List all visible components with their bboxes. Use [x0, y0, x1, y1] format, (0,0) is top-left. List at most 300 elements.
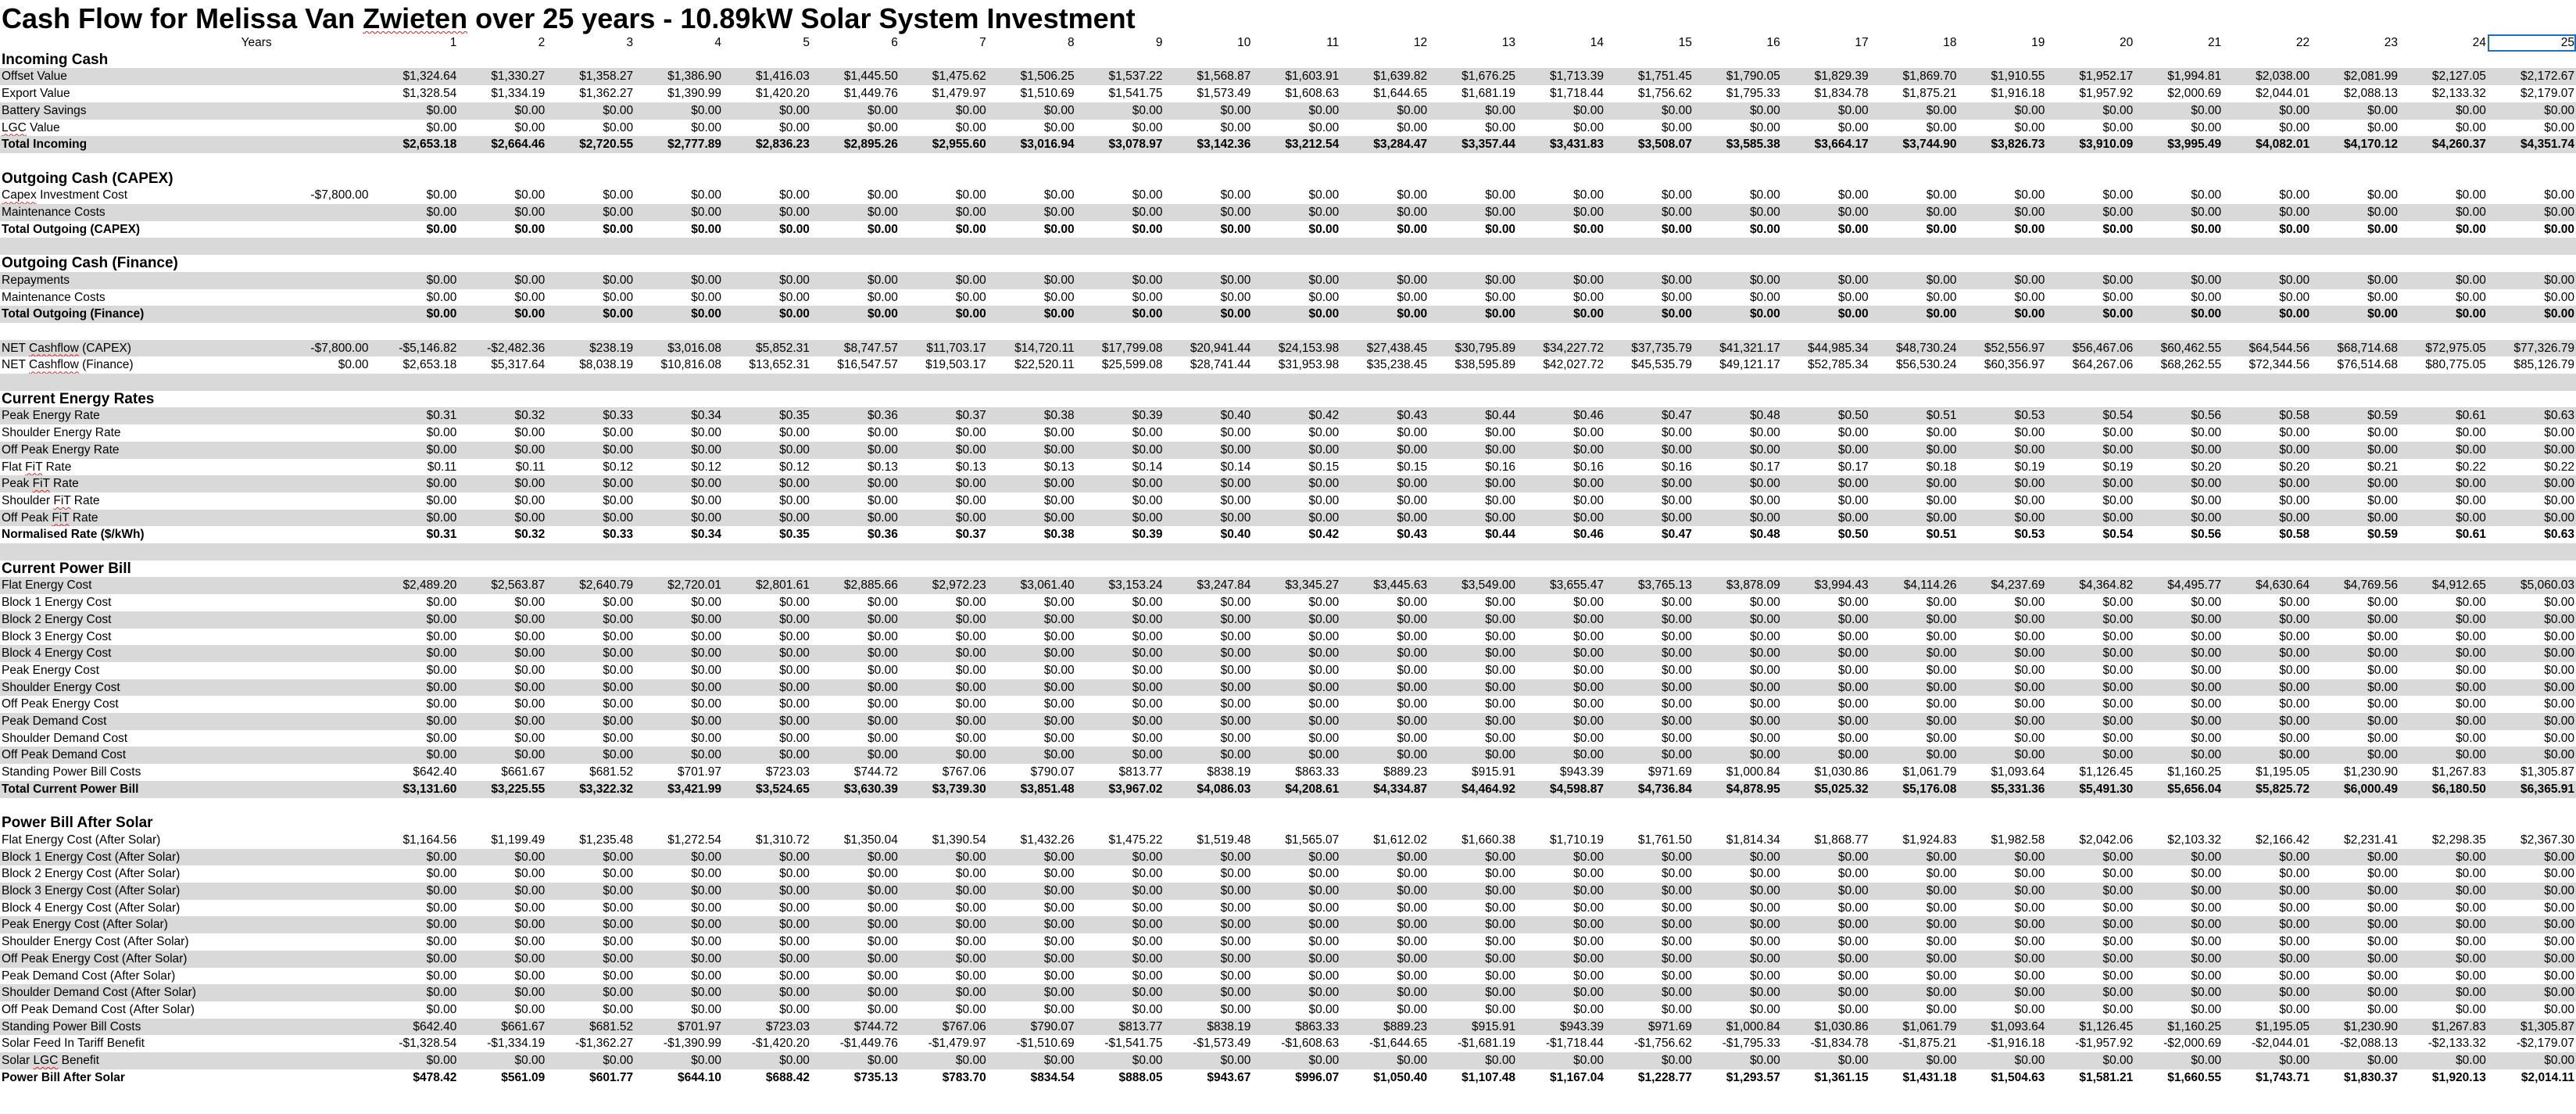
value-cell[interactable]: $44,985.34: [1782, 340, 1870, 357]
value-cell[interactable]: $0.34: [635, 407, 723, 424]
value-cell[interactable]: $0.00: [2223, 984, 2311, 1001]
value-cell[interactable]: $0.00: [2223, 916, 2311, 933]
value-cell[interactable]: $2,955.60: [900, 136, 988, 153]
value-cell[interactable]: $2,836.23: [723, 136, 811, 153]
value-cell[interactable]: $0.00: [1662, 290, 1692, 304]
value-cell[interactable]: $1,510.69: [1020, 87, 1075, 101]
value-cell[interactable]: $0.00: [1043, 901, 1075, 915]
value-cell[interactable]: $0.00: [868, 290, 898, 304]
value-cell[interactable]: $0.00: [635, 883, 723, 900]
value-cell[interactable]: $0.00: [1662, 426, 1692, 440]
value-cell[interactable]: $0.00: [1837, 426, 1869, 440]
value-cell[interactable]: $0.00: [1517, 916, 1605, 933]
row-label[interactable]: NET Cashflow (CAPEX): [0, 340, 274, 357]
value-cell[interactable]: $1,305.87: [2488, 1019, 2576, 1036]
value-cell[interactable]: $0.42: [1308, 528, 1340, 542]
value-cell[interactable]: $0.00: [370, 713, 459, 730]
value-cell[interactable]: $1,160.25: [2167, 765, 2222, 779]
value-cell[interactable]: $0.00: [988, 951, 1076, 968]
value-cell[interactable]: -$1,479.97: [928, 1037, 986, 1051]
value-cell[interactable]: $0.00: [1782, 984, 1870, 1001]
value-cell[interactable]: $0.00: [2399, 272, 2488, 289]
value-cell[interactable]: $4,598.87: [1517, 781, 1605, 798]
value-cell[interactable]: $64,544.56: [2223, 340, 2311, 357]
value-cell[interactable]: $0.00: [1485, 426, 1516, 440]
value-cell[interactable]: $0.00: [1605, 306, 1694, 323]
value-cell[interactable]: $0.00: [1308, 222, 1340, 236]
value-cell[interactable]: $0.00: [635, 204, 723, 221]
value-cell[interactable]: $0.53: [1959, 407, 2047, 424]
value-cell[interactable]: $943.39: [1517, 1019, 1605, 1036]
value-cell[interactable]: $1,386.90: [635, 68, 723, 85]
value-cell[interactable]: $45,535.79: [1631, 358, 1692, 372]
value-cell[interactable]: $0.00: [691, 426, 722, 440]
value-cell[interactable]: $0.34: [691, 528, 722, 542]
value-cell[interactable]: $0.00: [1340, 475, 1429, 493]
value-cell[interactable]: $0.00: [1397, 290, 1428, 304]
value-cell[interactable]: $0.00: [1220, 901, 1251, 915]
value-cell[interactable]: $0.00: [988, 272, 1076, 289]
value-cell[interactable]: $68,714.68: [2311, 340, 2399, 357]
value-cell[interactable]: $0.00: [635, 645, 723, 662]
value-cell[interactable]: $0.44: [1485, 528, 1516, 542]
value-cell[interactable]: $0.00: [2046, 747, 2134, 764]
value-cell[interactable]: $1,293.57: [1726, 1070, 1780, 1084]
value-cell[interactable]: $0.00: [691, 120, 722, 134]
value-cell[interactable]: $3,585.38: [1694, 136, 1782, 153]
value-cell[interactable]: $0.00: [546, 951, 635, 968]
value-cell[interactable]: $4,912.65: [2399, 577, 2488, 594]
value-cell[interactable]: $0.00: [900, 306, 988, 323]
value-cell[interactable]: $3,247.84: [1165, 577, 1253, 594]
value-cell[interactable]: $1,126.45: [2046, 1019, 2134, 1036]
value-cell[interactable]: $0.00: [1252, 849, 1340, 866]
value-cell[interactable]: $0.00: [1397, 731, 1428, 745]
value-cell[interactable]: $0.00: [603, 493, 634, 507]
value-cell[interactable]: $0.00: [546, 306, 635, 323]
value-cell[interactable]: $0.00: [691, 867, 722, 881]
value-cell[interactable]: $0.00: [370, 1052, 459, 1069]
value-cell[interactable]: $1,660.38: [1462, 833, 1516, 847]
value-cell[interactable]: $0.00: [635, 272, 723, 289]
value-cell[interactable]: $0.00: [546, 984, 635, 1001]
value-cell[interactable]: $77,326.79: [2488, 340, 2576, 357]
value-cell[interactable]: $0.00: [2367, 188, 2398, 202]
value-cell[interactable]: $0.00: [1485, 596, 1516, 610]
value-cell[interactable]: $0.00: [779, 426, 810, 440]
value-cell[interactable]: $0.00: [1429, 475, 1517, 493]
value-cell[interactable]: $34,227.72: [1517, 340, 1605, 357]
value-cell[interactable]: $2,081.99: [2311, 68, 2399, 85]
value-cell[interactable]: $0.00: [1165, 645, 1253, 662]
row-label[interactable]: Export Value: [2, 87, 70, 101]
value-cell[interactable]: $0.00: [2399, 510, 2488, 527]
initial-value-cell[interactable]: [274, 1052, 370, 1069]
value-cell[interactable]: $1,328.54: [402, 87, 457, 101]
value-cell[interactable]: $0.00: [1605, 102, 1694, 120]
value-cell[interactable]: $2,133.32: [2431, 87, 2486, 101]
value-cell[interactable]: $0.00: [1429, 306, 1517, 323]
value-cell[interactable]: $0.12: [603, 460, 634, 474]
value-cell[interactable]: $0.00: [1165, 611, 1253, 629]
value-cell[interactable]: $1,358.27: [546, 68, 635, 85]
value-cell[interactable]: $0.00: [2134, 611, 2223, 629]
value-cell[interactable]: $0.00: [2544, 188, 2574, 202]
value-cell[interactable]: $0.00: [1076, 916, 1165, 933]
value-cell[interactable]: -$5,146.82: [370, 340, 459, 357]
value-cell[interactable]: $0.00: [1165, 102, 1253, 120]
value-cell[interactable]: $0.00: [2134, 442, 2223, 459]
value-cell[interactable]: $0.00: [514, 663, 546, 677]
value-cell[interactable]: $0.00: [2014, 867, 2045, 881]
blank-cell[interactable]: [0, 374, 2576, 391]
value-cell[interactable]: $0.00: [868, 663, 898, 677]
value-cell[interactable]: $0.00: [2488, 306, 2576, 323]
value-cell[interactable]: $0.40: [1220, 528, 1251, 542]
value-cell[interactable]: $0.00: [1959, 916, 2047, 933]
value-cell[interactable]: $0.00: [546, 883, 635, 900]
value-cell[interactable]: $0.00: [811, 679, 900, 697]
row-label[interactable]: Normalised Rate ($/kWh): [2, 528, 145, 542]
value-cell[interactable]: $0.00: [458, 679, 546, 697]
value-cell[interactable]: $0.00: [2544, 731, 2574, 745]
year-header[interactable]: 11: [1326, 36, 1340, 49]
value-cell[interactable]: $0.00: [1043, 493, 1075, 507]
value-cell[interactable]: $0.00: [426, 426, 457, 440]
value-cell[interactable]: $0.00: [1837, 969, 1869, 983]
value-cell[interactable]: $0.00: [2311, 747, 2399, 764]
value-cell[interactable]: $0.00: [1252, 102, 1340, 120]
value-cell[interactable]: $0.00: [779, 290, 810, 304]
value-cell[interactable]: $0.61: [2399, 407, 2488, 424]
value-cell[interactable]: $1,199.49: [491, 833, 546, 847]
value-cell[interactable]: $0.35: [723, 407, 811, 424]
value-cell[interactable]: $0.00: [811, 442, 900, 459]
value-cell[interactable]: $838.19: [1207, 765, 1251, 779]
value-cell[interactable]: $0.00: [900, 102, 988, 120]
value-cell[interactable]: $0.00: [1870, 204, 1959, 221]
value-cell[interactable]: $0.00: [868, 596, 898, 610]
value-cell[interactable]: $0.00: [1662, 935, 1692, 949]
value-cell[interactable]: $0.00: [2223, 611, 2311, 629]
section-title[interactable]: Current Power Bill: [2, 560, 131, 577]
value-cell[interactable]: $0.00: [988, 916, 1076, 933]
value-cell[interactable]: $0.00: [2102, 935, 2134, 949]
value-cell[interactable]: $0.00: [1132, 731, 1163, 745]
year-header[interactable]: 9: [1155, 36, 1163, 49]
value-cell[interactable]: $0.00: [1485, 663, 1516, 677]
value-cell[interactable]: $0.00: [955, 493, 986, 507]
value-cell[interactable]: $0.17: [1837, 460, 1869, 474]
value-cell[interactable]: $915.91: [1472, 765, 1516, 779]
initial-value-cell[interactable]: [274, 1069, 370, 1087]
value-cell[interactable]: $2,014.11: [2521, 1070, 2574, 1084]
value-cell[interactable]: $0.46: [1573, 528, 1604, 542]
year-header[interactable]: 14: [1590, 36, 1604, 49]
value-cell[interactable]: $1,644.65: [1373, 87, 1428, 101]
value-cell[interactable]: $0.00: [1340, 611, 1429, 629]
value-cell[interactable]: $0.00: [1043, 867, 1075, 881]
value-cell[interactable]: $0.00: [988, 645, 1076, 662]
value-cell[interactable]: $0.00: [603, 1002, 634, 1016]
value-cell[interactable]: $601.77: [589, 1070, 634, 1084]
value-cell[interactable]: $0.00: [2456, 222, 2486, 236]
value-cell[interactable]: $0.33: [546, 407, 635, 424]
value-cell[interactable]: $0.00: [1132, 426, 1163, 440]
value-cell[interactable]: $1,126.45: [2079, 765, 2134, 779]
value-cell[interactable]: $0.00: [1252, 272, 1340, 289]
value-cell[interactable]: $0.00: [1397, 901, 1428, 915]
value-cell[interactable]: $0.00: [1926, 120, 1957, 134]
value-cell[interactable]: $0.00: [900, 916, 988, 933]
value-cell[interactable]: $0.00: [1926, 222, 1957, 236]
value-cell[interactable]: $5,331.36: [1959, 781, 2047, 798]
value-cell[interactable]: $0.00: [1076, 883, 1165, 900]
value-cell[interactable]: $0.00: [1220, 1002, 1251, 1016]
initial-value-cell[interactable]: [274, 730, 370, 747]
value-cell[interactable]: $0.63: [2544, 528, 2574, 542]
value-cell[interactable]: $0.00: [1662, 222, 1692, 236]
value-cell[interactable]: $0.00: [779, 901, 810, 915]
initial-value-cell[interactable]: [274, 493, 370, 510]
value-cell[interactable]: $561.09: [501, 1070, 546, 1084]
value-cell[interactable]: $0.00: [514, 426, 546, 440]
value-cell[interactable]: $0.00: [2014, 629, 2045, 643]
value-cell[interactable]: $0.56: [2191, 528, 2222, 542]
value-cell[interactable]: -$1,957.92: [2075, 1037, 2134, 1051]
value-cell[interactable]: $1,324.64: [370, 68, 459, 85]
value-cell[interactable]: $813.77: [1118, 765, 1163, 779]
value-cell[interactable]: $0.00: [2046, 442, 2134, 459]
initial-value-cell[interactable]: [274, 951, 370, 968]
initial-value-cell[interactable]: [274, 645, 370, 662]
value-cell[interactable]: $0.00: [1517, 611, 1605, 629]
value-cell[interactable]: $0.00: [2191, 697, 2222, 711]
value-cell[interactable]: $0.00: [1220, 493, 1251, 507]
value-cell[interactable]: $0.00: [1926, 867, 1957, 881]
value-cell[interactable]: $0.00: [723, 611, 811, 629]
value-cell[interactable]: $0.00: [2488, 713, 2576, 730]
initial-value-cell[interactable]: [274, 594, 370, 611]
value-cell[interactable]: $0.36: [868, 528, 898, 542]
value-cell[interactable]: $0.00: [1165, 510, 1253, 527]
value-cell[interactable]: $2,885.66: [811, 577, 900, 594]
value-cell[interactable]: $1,829.39: [1782, 68, 1870, 85]
value-cell[interactable]: $0.00: [2367, 596, 2398, 610]
value-cell[interactable]: $0.00: [1837, 731, 1869, 745]
value-cell[interactable]: $0.00: [1429, 204, 1517, 221]
value-cell[interactable]: $0.12: [691, 460, 722, 474]
value-cell[interactable]: $0.00: [691, 935, 722, 949]
value-cell[interactable]: $3,421.99: [635, 781, 723, 798]
value-cell[interactable]: $10,816.08: [660, 358, 722, 372]
initial-value-cell[interactable]: [274, 510, 370, 527]
value-cell[interactable]: $0.00: [1220, 629, 1251, 643]
value-cell[interactable]: $0.00: [1165, 951, 1253, 968]
value-cell[interactable]: $0.00: [546, 442, 635, 459]
value-cell[interactable]: $0.00: [1485, 290, 1516, 304]
value-cell[interactable]: $0.00: [1870, 916, 1959, 933]
value-cell[interactable]: $688.42: [765, 1070, 810, 1084]
value-cell[interactable]: $1,228.77: [1637, 1070, 1692, 1084]
value-cell[interactable]: $0.00: [2134, 747, 2223, 764]
value-cell[interactable]: $0.00: [955, 290, 986, 304]
value-cell[interactable]: $1,310.72: [755, 833, 810, 847]
year-header[interactable]: 1: [449, 36, 457, 49]
value-cell[interactable]: $0.00: [2456, 493, 2486, 507]
value-cell[interactable]: $0.00: [1252, 713, 1340, 730]
value-cell[interactable]: $0.00: [458, 645, 546, 662]
value-cell[interactable]: $0.00: [811, 475, 900, 493]
value-cell[interactable]: $0.00: [1076, 951, 1165, 968]
value-cell[interactable]: $0.00: [2279, 969, 2310, 983]
value-cell[interactable]: $0.00: [2488, 645, 2576, 662]
value-cell[interactable]: $2,231.41: [2344, 833, 2398, 847]
value-cell[interactable]: $1,030.86: [1782, 1019, 1870, 1036]
value-cell[interactable]: -$1,573.49: [1193, 1037, 1251, 1051]
value-cell[interactable]: $0.00: [1340, 510, 1429, 527]
value-cell[interactable]: $888.05: [1118, 1070, 1163, 1084]
value-cell[interactable]: $0.00: [458, 747, 546, 764]
value-cell[interactable]: $3,142.36: [1165, 136, 1253, 153]
value-cell[interactable]: $1,267.83: [2399, 1019, 2488, 1036]
value-cell[interactable]: $0.00: [723, 849, 811, 866]
value-cell[interactable]: $0.00: [1308, 663, 1340, 677]
value-cell[interactable]: $0.00: [1429, 102, 1517, 120]
value-cell[interactable]: $0.00: [2544, 493, 2574, 507]
value-cell[interactable]: $0.00: [1662, 188, 1692, 202]
value-cell[interactable]: $52,785.34: [1808, 358, 1869, 372]
value-cell[interactable]: $0.00: [370, 984, 459, 1001]
value-cell[interactable]: $2,088.13: [2344, 87, 2398, 101]
value-cell[interactable]: $0.00: [811, 272, 900, 289]
value-cell[interactable]: $1,431.18: [1902, 1070, 1957, 1084]
value-cell[interactable]: -$1,608.63: [1281, 1037, 1340, 1051]
value-cell[interactable]: $1,761.50: [1637, 833, 1692, 847]
value-cell[interactable]: $0.38: [988, 407, 1076, 424]
value-cell[interactable]: $0.00: [900, 475, 988, 493]
value-cell[interactable]: $0.16: [1662, 460, 1692, 474]
value-cell[interactable]: $5,656.04: [2134, 781, 2223, 798]
row-label[interactable]: Off Peak Demand Cost (After Solar): [2, 1002, 195, 1016]
value-cell[interactable]: $2,038.00: [2223, 68, 2311, 85]
value-cell[interactable]: $0.00: [2311, 883, 2399, 900]
initial-value-cell[interactable]: [274, 1035, 370, 1052]
value-cell[interactable]: $0.00: [2191, 935, 2222, 949]
value-cell[interactable]: $1,061.79: [1870, 1019, 1959, 1036]
value-cell[interactable]: $0.00: [546, 475, 635, 493]
value-cell[interactable]: $0.00: [1573, 188, 1604, 202]
value-cell[interactable]: $0.00: [811, 102, 900, 120]
value-cell[interactable]: -$1,681.19: [1457, 1037, 1516, 1051]
value-cell[interactable]: $0.00: [1749, 629, 1780, 643]
value-cell[interactable]: $0.00: [1605, 272, 1694, 289]
row-label[interactable]: Maintenance Costs: [2, 290, 106, 304]
value-cell[interactable]: $0.00: [1959, 475, 2047, 493]
value-cell[interactable]: $0.00: [2279, 901, 2310, 915]
value-cell[interactable]: $0.00: [635, 510, 723, 527]
value-cell[interactable]: $0.00: [1397, 935, 1428, 949]
value-cell[interactable]: -$2,482.36: [458, 340, 546, 357]
value-cell[interactable]: -$1,510.69: [1016, 1037, 1075, 1051]
value-cell[interactable]: $0.00: [1397, 426, 1428, 440]
value-cell[interactable]: $0.00: [1517, 645, 1605, 662]
value-cell[interactable]: $0.00: [514, 697, 546, 711]
value-cell[interactable]: $0.00: [546, 713, 635, 730]
value-cell[interactable]: -$1,390.99: [663, 1037, 722, 1051]
row-label[interactable]: Solar LGC Benefit: [0, 1052, 274, 1069]
value-cell[interactable]: $0.00: [635, 747, 723, 764]
row-label[interactable]: Block 1 Energy Cost: [2, 596, 112, 610]
value-cell[interactable]: $0.00: [1340, 951, 1429, 968]
value-cell[interactable]: $642.40: [413, 765, 457, 779]
value-cell[interactable]: $0.00: [1837, 290, 1869, 304]
row-label[interactable]: Block 4 Energy Cost (After Solar): [2, 901, 181, 915]
value-cell[interactable]: $0.00: [691, 290, 722, 304]
value-cell[interactable]: $735.13: [853, 1070, 898, 1084]
value-cell[interactable]: $0.00: [1308, 935, 1340, 949]
value-cell[interactable]: $0.00: [2311, 204, 2399, 221]
value-cell[interactable]: $3,655.47: [1517, 577, 1605, 594]
value-cell[interactable]: $0.00: [955, 596, 986, 610]
value-cell[interactable]: $0.00: [2191, 629, 2222, 643]
value-cell[interactable]: $6,000.49: [2311, 781, 2399, 798]
value-cell[interactable]: $0.00: [426, 629, 457, 643]
value-cell[interactable]: $0.00: [2014, 596, 2045, 610]
value-cell[interactable]: $0.00: [2102, 901, 2134, 915]
value-cell[interactable]: $2,720.01: [635, 577, 723, 594]
value-cell[interactable]: $1,305.87: [2521, 765, 2574, 779]
value-cell[interactable]: $0.00: [635, 849, 723, 866]
value-cell[interactable]: $767.06: [942, 765, 986, 779]
blank-cell[interactable]: [0, 153, 2576, 170]
value-cell[interactable]: $0.00: [2544, 426, 2574, 440]
value-cell[interactable]: $0.00: [1132, 901, 1163, 915]
value-cell[interactable]: $0.00: [900, 713, 988, 730]
value-cell[interactable]: $49,121.17: [1719, 358, 1780, 372]
value-cell[interactable]: $0.00: [370, 747, 459, 764]
value-cell[interactable]: $3,630.39: [811, 781, 900, 798]
value-cell[interactable]: $76,514.68: [2337, 358, 2398, 372]
value-cell[interactable]: $0.31: [370, 407, 459, 424]
value-cell[interactable]: $0.00: [426, 120, 457, 134]
section-title[interactable]: Current Energy Rates: [2, 390, 155, 407]
value-cell[interactable]: $0.00: [2544, 697, 2574, 711]
value-cell[interactable]: $5,852.31: [723, 340, 811, 357]
value-cell[interactable]: $0.00: [1662, 969, 1692, 983]
value-cell[interactable]: $0.00: [2134, 272, 2223, 289]
value-cell[interactable]: $68,262.55: [2160, 358, 2222, 372]
value-cell[interactable]: $0.00: [2191, 188, 2222, 202]
value-cell[interactable]: $0.43: [1340, 407, 1429, 424]
row-label[interactable]: Off Peak Energy Rate: [0, 442, 274, 459]
value-cell[interactable]: $1,830.37: [2344, 1070, 2398, 1084]
value-cell[interactable]: $0.00: [2311, 984, 2399, 1001]
value-cell[interactable]: $0.00: [1132, 290, 1163, 304]
value-cell[interactable]: $0.00: [514, 120, 546, 134]
value-cell[interactable]: $4,495.77: [2134, 577, 2223, 594]
value-cell[interactable]: $0.00: [1043, 290, 1075, 304]
value-cell[interactable]: $0.00: [1397, 629, 1428, 643]
value-cell[interactable]: $0.00: [723, 306, 811, 323]
value-cell[interactable]: $0.00: [691, 731, 722, 745]
value-cell[interactable]: $0.00: [2191, 969, 2222, 983]
value-cell[interactable]: $0.00: [2311, 679, 2399, 697]
value-cell[interactable]: $0.00: [2399, 883, 2488, 900]
value-cell[interactable]: $1,910.55: [1959, 68, 2047, 85]
value-cell[interactable]: $0.00: [2191, 867, 2222, 881]
value-cell[interactable]: $0.00: [1782, 204, 1870, 221]
